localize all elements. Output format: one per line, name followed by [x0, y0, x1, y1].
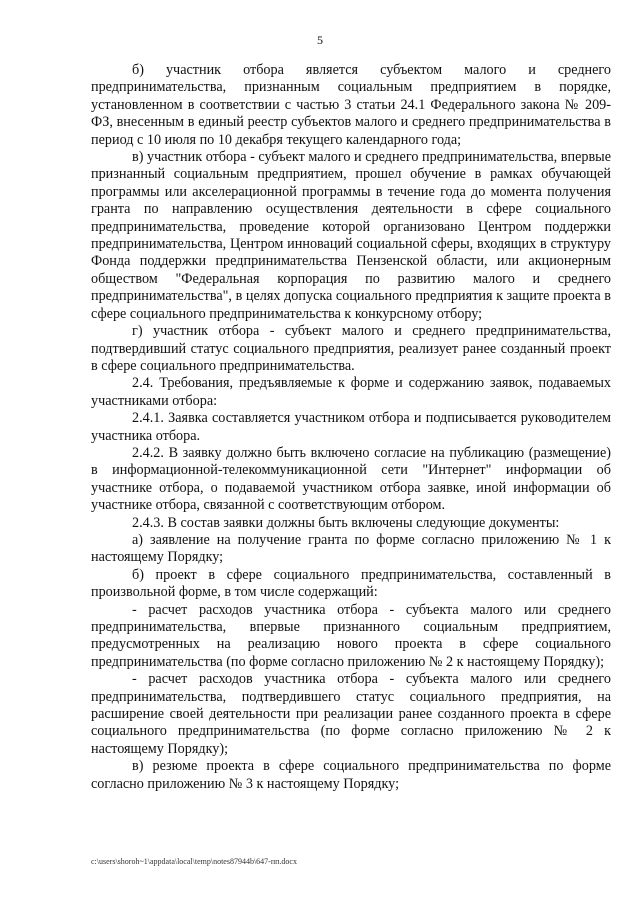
page-number: 5 [317, 33, 323, 47]
paragraph-b-project: б) проект в сфере социального предпринимательства, составленный в произвольной форме, в том числе содержащий: [91, 566, 611, 601]
paragraph-dash-expansion-costs: - расчет расходов участника отбора - субъекта малого или среднего предпринимательства, подтвердившего статус социального предприятия, на расширение своей деятельности при реализации ранее созданного проекта в сфере социального предпринимательства (по форме согласно приложению № 2 к настоящему Порядку); [91, 671, 611, 757]
footer-file-path: c:\users\shoroh~1\appdata\local\temp\notes87944b\647-пп.docx [91, 857, 297, 866]
paragraph-2-4-2: 2.4.2. В заявку должно быть включено согласие на публикацию (размещение) в информационной-телекоммуникационной сети "Интернет" информации об участнике отбора, о подаваемой участником отбора заявке, иной информации об участнике отбора, связанной с соответствующим отбором. [91, 444, 611, 514]
paragraph-a-application: а) заявление на получение гранта по форме согласно приложению № 1 к настоящему Порядку; [91, 531, 611, 566]
paragraph-2-4-1: 2.4.1. Заявка составляется участником отбора и подписывается руководителем участника отбора. [91, 410, 611, 444]
paragraph-2-4-3: 2.4.3. В состав заявки должны быть включены следующие документы: [132, 514, 560, 531]
paragraph-v-resume: в) резюме проекта в сфере социального предпринимательства по форме согласно приложению № 3 к настоящему Порядку; [91, 758, 611, 792]
paragraph-b-social-enterprise: б) участник отбора является субъектом малого и среднего предпринимательства, признанным социальным предприятием в порядке, установленном в соответствии с частью 3 статьи 24.1 Федерального закона № 209-ФЗ, внесенным в единый реестр субъектов малого и среднего предпринимательства в период с 10 июля по 10 декабря текущего календарного года; [91, 62, 611, 148]
paragraph-v-training: в) участник отбора - субъект малого и среднего предпринимательства, впервые признанный социальным предприятием, прошел обучение в рамках обучающей программы или акселерационной программы в течение года до момента получения гранта по направлению осуществления деятельности в сфере социального предпринимательства, проведение которой организовано Центром поддержки предпринимательства, Центром инноваций социальной сферы, входящих в структуру Фонда поддержки предпринимательства Пензенской области, или акционерным обществом "Федеральная корпорация по развитию малого и среднего предпринимательства", в целях допуска социального предприятия к защите проекта в сфере социального предпринимательства к конкурсному отбору; [91, 149, 611, 322]
paragraph-dash-new-project-costs: - расчет расходов участника отбора - субъекта малого или среднего предпринимательства, впервые признанного социальным предприятием, предусмотренных на реализацию нового проекта в сфере социального предпринимательства (по форме согласно приложению № 2 к настоящему Порядку); [91, 601, 611, 670]
document-body [91, 62, 611, 793]
paragraph-2-4-requirements: 2.4. Требования, предъявляемые к форме и содержанию заявок, подаваемых участниками отбора: [91, 375, 611, 409]
paragraph-g-existing-project: г) участник отбора - субъект малого и среднего предпринимательства, подтвердивший статус социального предприятия, реализует ранее созданный проект в сфере социального предпринимательства. [91, 323, 611, 374]
